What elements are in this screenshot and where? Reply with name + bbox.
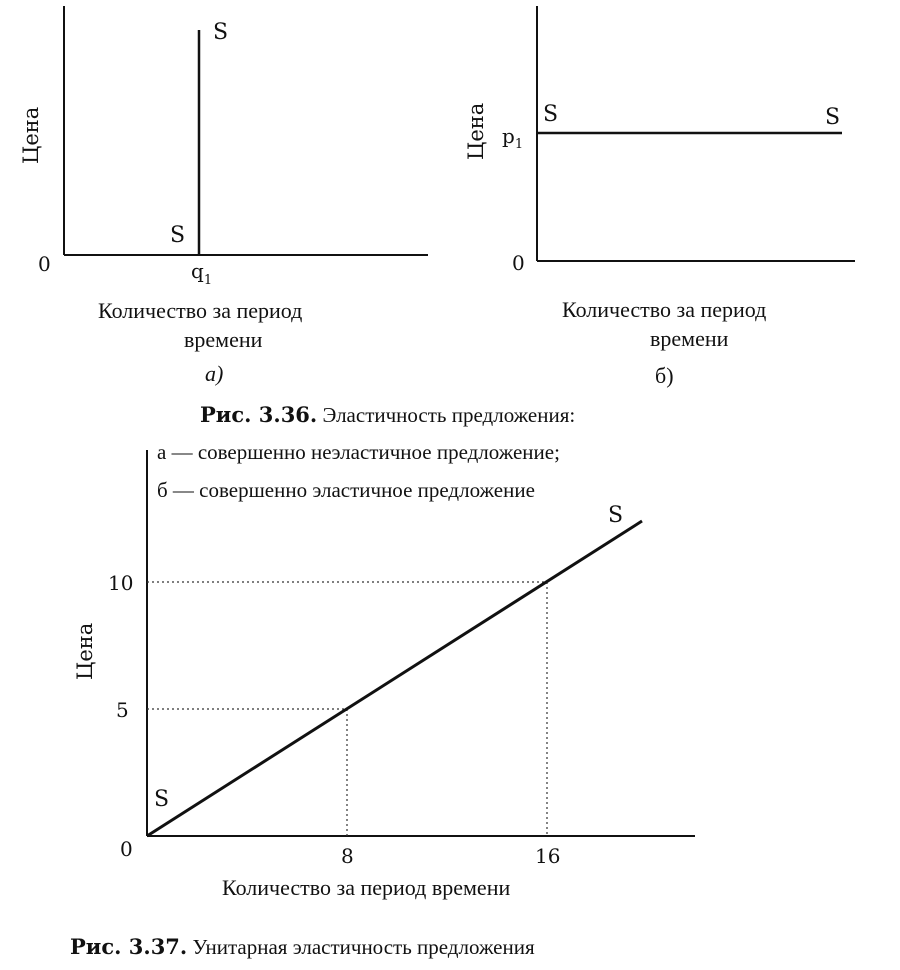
panel-c-ylabel: Цена bbox=[73, 622, 97, 680]
panel-a-xlabel-line1: Количество за период bbox=[98, 298, 303, 323]
fig36-caption-text: Эластичность предложения: bbox=[317, 403, 576, 427]
panel-a-origin: 0 bbox=[38, 252, 51, 276]
fig36-caption bbox=[200, 402, 575, 428]
panel-a bbox=[19, 6, 428, 288]
panel-c-origin: 0 bbox=[120, 837, 133, 861]
fig37-caption-num: Рис. 3.37. bbox=[70, 934, 188, 959]
fig36-caption-line2: а — совершенно неэластичное предложение; bbox=[157, 440, 560, 464]
panel-c-x-tick-8: 8 bbox=[341, 844, 354, 868]
panel-c-curve-label-start: S bbox=[154, 787, 170, 812]
panel-a-xlabel-line2: времени bbox=[184, 327, 263, 352]
panel-b-xlabel-line1: Количество за период bbox=[562, 297, 767, 322]
panel-a-curve-label-bottom: S bbox=[170, 223, 186, 248]
panel-b-y-tick: $p_1$ bbox=[502, 124, 524, 152]
panel-c bbox=[73, 450, 695, 868]
panel-c-supply-line bbox=[147, 521, 642, 836]
panel-a-x-tick: $q_1$ bbox=[191, 259, 213, 288]
panel-b bbox=[464, 6, 855, 275]
panel-c-x-tick-16: 16 bbox=[535, 844, 561, 868]
panel-a-panel-label: а) bbox=[205, 361, 224, 386]
panel-b-panel-label: б) bbox=[655, 363, 674, 388]
panel-b-curve-label-right: S bbox=[825, 105, 841, 130]
fig37-caption bbox=[70, 934, 535, 960]
panel-c-y-tick-5: 5 bbox=[116, 698, 129, 722]
panel-a-ylabel: Цена bbox=[19, 106, 43, 164]
fig36-caption-line3: б — совершенно эластичное предложение bbox=[157, 478, 535, 502]
panel-b-origin: 0 bbox=[512, 251, 525, 275]
panel-b-xlabel-line2: времени bbox=[650, 326, 729, 351]
fig36-caption-num: Рис. 3.36. bbox=[200, 402, 318, 427]
panel-b-ylabel: Цена bbox=[464, 102, 488, 160]
panel-c-y-tick-10: 10 bbox=[108, 571, 134, 595]
panel-c-curve-label-end: S bbox=[608, 503, 624, 528]
panel-c-xlabel: Количество за период времени bbox=[222, 875, 511, 900]
panel-b-curve-label-left: S bbox=[543, 102, 559, 127]
panel-a-curve-label-top: S bbox=[213, 20, 229, 45]
fig37-caption-text: Унитарная эластичность предложения bbox=[187, 935, 535, 959]
